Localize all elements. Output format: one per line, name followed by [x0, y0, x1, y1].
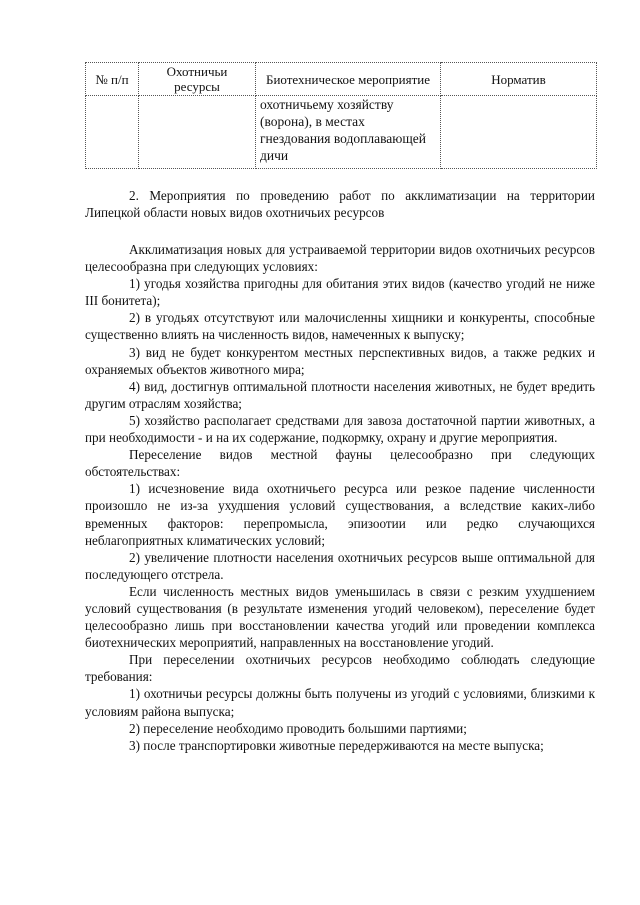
table-cell-resources — [139, 96, 256, 169]
paragraph: Акклиматизация новых для устраиваемой территории видов охотничьих ресурсов целесообразна при следующих условиях: — [85, 242, 595, 275]
paragraph: 1) охотничьи ресурсы должны быть получены из угодий с условиями, близкими к условиям района выпуска; — [85, 686, 595, 719]
table-cell-measure: охотничьему хозяйству (ворона), в местах гнездования водоплавающей дичи — [256, 96, 441, 169]
table-header-measure: Биотехническое мероприятие — [256, 63, 441, 96]
table-cell-norm — [441, 96, 597, 169]
paragraph: 3) после транспортировки животные передерживаются на месте выпуска; — [129, 737, 544, 753]
body-text — [85, 241, 595, 754]
paragraph: 3) вид не будет конкурентом местных перспективных видов, а также редких и охраняемых объектов животного мира; — [85, 344, 595, 377]
paragraph: 1) исчезновение вида охотничьего ресурса или резкое падение численности произошло не из-за ухудшения условий существования, а вследствие каких-либо временных факторов: перепромысла, эпизоотии или редко случающихся неблагоприятных климатических условий; — [85, 481, 595, 548]
paragraph: 2) в угодьях отсутствуют или малочисленны хищники и конкуренты, способные существенно влиять на численность видов, намеченных к выпуску; — [85, 310, 595, 343]
table-header-row — [86, 63, 597, 96]
paragraph: 5) хозяйство располагает средствами для завоза достаточной партии животных, а при необходимости - и на их содержание, подкормку, охрану и другие мероприятия. — [85, 412, 595, 446]
table-row — [86, 96, 597, 169]
section-title-block — [85, 187, 595, 221]
paragraph: 1) угодья хозяйства пригодны для обитания этих видов (качество угодий не ниже III бонитета); — [85, 276, 595, 309]
table-header-number: № п/п — [86, 63, 139, 96]
table-header-resources: Охотничьи ресурсы — [139, 63, 256, 96]
paragraph: При переселении охотничьих ресурсов необходимо соблюдать следующие требования: — [85, 652, 595, 685]
paragraph: 4) вид, достигнув оптимальной плотности населения животных, не будет вредить другим отраслям хозяйства; — [85, 378, 595, 411]
table-cell-number — [86, 96, 139, 169]
measures-table — [85, 62, 597, 169]
paragraph: Если численность местных видов уменьшилась в связи с резким ухудшением условий существования (в результате изменения угодий человеком), переселение будет целесообразно лишь при восстановлении качества угодий или проведении комплекса биотехнических мероприятий, направленных на восстановление угодий. — [85, 583, 595, 651]
table-header-norm: Норматив — [441, 63, 597, 96]
paragraph: Переселение видов местной фауны целесообразно при следующих обстоятельствах: — [85, 447, 595, 480]
paragraph: 2) переселение необходимо проводить большими партиями; — [129, 720, 467, 736]
section-title: 2. Мероприятия по проведению работ по акклиматизации на территории Липецкой области новых видов охотничьих ресурсов — [85, 188, 595, 221]
paragraph: 2) увеличение плотности населения охотничьих ресурсов выше оптимальной для последующего отстрела. — [85, 549, 595, 582]
